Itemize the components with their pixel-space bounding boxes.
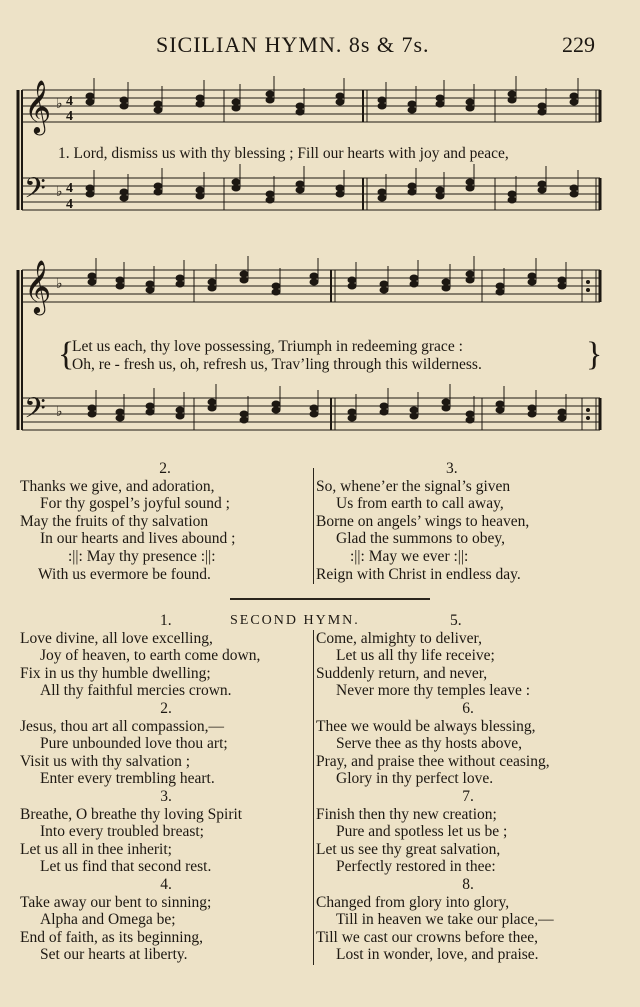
notehead <box>436 187 444 193</box>
verse-line: May the fruits of thy salvation <box>20 512 209 530</box>
lyric-line-1: 1. Lord, dismiss us with thy blessing ; Fill our hearts with joy and peace, <box>58 145 509 162</box>
verse-line: Borne on angels’ wings to heaven, <box>316 512 530 530</box>
verse-line: Enter every trembling heart. <box>40 770 215 788</box>
notehead <box>410 413 418 419</box>
notehead <box>272 289 280 295</box>
svg-text:4: 4 <box>66 197 73 212</box>
notehead <box>570 191 578 197</box>
time-sig-top: 4 <box>66 94 73 109</box>
notehead <box>120 189 128 195</box>
verse-line: Never more thy temples leave : <box>336 682 531 700</box>
notehead <box>436 101 444 107</box>
verse-line: Love divine, all love excelling, <box>20 629 213 647</box>
notehead <box>410 281 418 287</box>
notehead <box>496 283 504 289</box>
notehead <box>436 95 444 101</box>
verse-line: Till we cast our crowns before thee, <box>316 928 538 946</box>
notehead <box>538 181 546 187</box>
notehead <box>528 279 536 285</box>
notehead <box>508 91 516 97</box>
verse-number: 2. <box>160 699 172 717</box>
notehead <box>296 187 304 193</box>
verse-line: Fix in us thy humble dwelling; <box>20 664 211 682</box>
notehead <box>176 281 184 287</box>
notehead <box>154 189 162 195</box>
notehead <box>570 185 578 191</box>
verse-number: 8. <box>462 875 474 893</box>
notehead <box>232 185 240 191</box>
notehead <box>208 285 216 291</box>
verse-line: Set our hearts at liberty. <box>40 946 188 964</box>
notehead <box>296 103 304 109</box>
verse-number: 3. <box>160 787 172 805</box>
verse-number: 7. <box>462 787 474 805</box>
notehead <box>86 93 94 99</box>
notehead <box>88 405 96 411</box>
verse-line: With us evermore be found. <box>38 565 211 583</box>
notehead <box>296 109 304 115</box>
notehead <box>240 417 248 423</box>
notehead <box>240 271 248 277</box>
lyric-line-2b: Oh, re - fresh us, oh, refresh us, Trav’ling through this wilderness. <box>72 356 482 373</box>
verse-3 <box>316 460 616 583</box>
notehead <box>538 103 546 109</box>
verse-line: Changed from glory into glory, <box>316 893 510 911</box>
verse-line: Perfectly restored in thee: <box>336 858 496 876</box>
svg-text:♭: ♭ <box>56 276 63 292</box>
notehead <box>466 417 474 423</box>
verse-line: All thy faithful mercies crown. <box>40 682 232 700</box>
notehead <box>466 179 474 185</box>
notehead <box>240 277 248 283</box>
page-header <box>0 30 640 66</box>
verse-line: Breathe, O breathe thy loving Spirit <box>20 805 243 823</box>
verse-line: In our hearts and lives abound ; <box>40 530 236 548</box>
verse-line: For thy gospel’s joyful sound ; <box>40 495 230 513</box>
notehead <box>380 281 388 287</box>
notehead <box>116 415 124 421</box>
notehead <box>266 191 274 197</box>
notehead <box>336 93 344 99</box>
notehead <box>146 409 154 415</box>
notehead <box>408 101 416 107</box>
notehead <box>378 97 386 103</box>
svg-text:{: { <box>58 336 75 373</box>
notehead <box>466 185 474 191</box>
notehead <box>176 275 184 281</box>
notehead <box>466 271 474 277</box>
verse-number: 6. <box>462 699 474 717</box>
notehead <box>208 279 216 285</box>
verse-line: Suddenly return, and never, <box>316 664 488 682</box>
notehead <box>88 411 96 417</box>
notehead <box>154 107 162 113</box>
notehead <box>408 183 416 189</box>
verse-line: Alpha and Omega be; <box>40 911 176 929</box>
verse-line: Let us all thy life receive; <box>336 647 495 665</box>
column-divider <box>313 468 314 584</box>
hymn2-left-column <box>20 612 360 964</box>
notehead <box>196 193 204 199</box>
notehead <box>528 411 536 417</box>
notehead <box>196 95 204 101</box>
notehead <box>146 287 154 293</box>
notehead <box>232 105 240 111</box>
notehead <box>380 403 388 409</box>
svg-text:♭: ♭ <box>56 184 63 200</box>
notehead <box>442 405 450 411</box>
notehead <box>442 285 450 291</box>
notehead <box>272 401 280 407</box>
verse-number: 3. <box>446 460 458 477</box>
verse-line: Let us find that second rest. <box>40 858 212 876</box>
notehead <box>120 195 128 201</box>
verse-line: Reign with Christ in endless day. <box>316 565 521 583</box>
notehead <box>408 107 416 113</box>
notehead <box>310 405 318 411</box>
verse-line: Into every troubled breast; <box>40 823 204 841</box>
notehead <box>266 97 274 103</box>
notehead <box>86 99 94 105</box>
time-sig-bottom: 4 <box>66 109 73 124</box>
notehead <box>196 187 204 193</box>
hymn2-heading-row <box>20 612 360 630</box>
hymn2-right-column <box>316 612 620 964</box>
verse-line: Come, almighty to deliver, <box>316 629 482 647</box>
notehead <box>296 181 304 187</box>
verse-line: Take away our bent to sinning; <box>20 893 212 911</box>
notehead <box>116 277 124 283</box>
hymn-title: SICILIAN HYMN. 8s & 7s. <box>156 32 430 57</box>
notehead <box>570 99 578 105</box>
notehead <box>538 187 546 193</box>
notehead <box>176 407 184 413</box>
music-system-1 <box>0 70 640 235</box>
notehead <box>508 97 516 103</box>
svg-text:𝄢: 𝄢 <box>24 392 46 432</box>
notehead <box>154 183 162 189</box>
notehead <box>410 275 418 281</box>
notehead <box>570 93 578 99</box>
notehead <box>538 109 546 115</box>
verse-line: End of faith, as its beginning, <box>20 928 203 946</box>
verse-line: Pure and spotless let us be ; <box>336 823 508 841</box>
notehead <box>436 193 444 199</box>
notehead <box>442 279 450 285</box>
verse-line: Serve thee as thy hosts above, <box>336 735 522 753</box>
notehead <box>558 283 566 289</box>
notehead <box>232 179 240 185</box>
verse-line: Thee we would be always blessing, <box>316 717 536 735</box>
notehead <box>176 413 184 419</box>
notehead <box>508 197 516 203</box>
notehead <box>310 279 318 285</box>
notehead <box>496 289 504 295</box>
notehead <box>528 273 536 279</box>
notehead <box>232 99 240 105</box>
notehead <box>378 103 386 109</box>
notehead <box>336 191 344 197</box>
notehead <box>466 99 474 105</box>
notehead <box>348 283 356 289</box>
notehead <box>146 403 154 409</box>
verse-line: Till in heaven we take our place,— <box>336 911 554 929</box>
notehead <box>272 283 280 289</box>
lyric-line-2a: Let us each, thy love possessing, Triumph in redeeming grace : <box>72 338 463 355</box>
svg-text:4: 4 <box>66 181 73 196</box>
notehead <box>408 189 416 195</box>
svg-text:♭: ♭ <box>56 404 63 420</box>
notehead <box>240 411 248 417</box>
notehead <box>348 277 356 283</box>
notehead <box>86 185 94 191</box>
notehead <box>508 191 516 197</box>
notehead <box>558 277 566 283</box>
notehead <box>466 411 474 417</box>
notehead <box>146 281 154 287</box>
verse-line: Thanks we give, and adoration, <box>20 477 215 495</box>
notehead <box>196 101 204 107</box>
verse-line: Glory in thy perfect love. <box>336 770 494 788</box>
notehead <box>116 283 124 289</box>
svg-text:♭: ♭ <box>56 96 63 112</box>
notehead <box>310 273 318 279</box>
notehead <box>336 99 344 105</box>
notehead <box>120 97 128 103</box>
notehead <box>310 411 318 417</box>
notehead <box>442 399 450 405</box>
verse-2 <box>20 460 310 583</box>
notehead <box>348 409 356 415</box>
verse-line: :||: May we ever :||: <box>350 547 469 565</box>
notehead <box>466 105 474 111</box>
svg-text:𝄞: 𝄞 <box>24 79 52 133</box>
notehead <box>380 287 388 293</box>
notehead <box>336 185 344 191</box>
notehead <box>348 415 356 421</box>
verse-line: Glad the summons to obey, <box>336 530 506 548</box>
notehead <box>528 405 536 411</box>
verse-line: Pure unbounded love thou art; <box>40 735 228 753</box>
verse-line: Visit us with thy salvation ; <box>20 752 191 770</box>
notehead <box>380 409 388 415</box>
notehead <box>86 191 94 197</box>
verse-number: 1. <box>160 612 172 629</box>
verse-line: Joy of heaven, to earth come down, <box>40 647 261 665</box>
notehead <box>496 401 504 407</box>
verse-line: Pray, and praise thee without ceasing, <box>316 752 550 770</box>
notehead <box>208 399 216 405</box>
notehead <box>208 405 216 411</box>
music-system-2 <box>0 250 640 460</box>
notehead <box>88 279 96 285</box>
notehead <box>272 407 280 413</box>
svg-text:𝄞: 𝄞 <box>24 259 52 313</box>
notehead <box>558 415 566 421</box>
verse-line: :||: May thy presence :||: <box>68 547 216 565</box>
notehead <box>378 189 386 195</box>
section-rule <box>230 598 430 600</box>
verse-line: So, whene’er the signal’s given <box>316 477 511 495</box>
notehead <box>496 407 504 413</box>
verse-line: Jesus, thou art all compassion,— <box>20 717 225 735</box>
notehead <box>88 273 96 279</box>
page-number: 229 <box>562 32 595 57</box>
svg-text:}: } <box>586 336 603 373</box>
verse-line: Us from earth to call away, <box>336 495 504 513</box>
verse-number: 2. <box>159 460 171 477</box>
notehead <box>116 409 124 415</box>
notehead <box>410 407 418 413</box>
verse-line: Finish then thy new creation; <box>316 805 497 823</box>
notehead <box>378 195 386 201</box>
verse-number: 4. <box>160 875 172 893</box>
notehead <box>466 277 474 283</box>
notehead <box>154 101 162 107</box>
notehead <box>558 409 566 415</box>
verse-line: Let us all in thee inherit; <box>20 840 172 858</box>
verse-line: Let us see thy great salvation, <box>316 840 501 858</box>
svg-text:𝄢: 𝄢 <box>24 172 46 212</box>
verse-number: 5. <box>450 612 462 629</box>
notehead <box>120 103 128 109</box>
column-divider-2 <box>313 630 314 965</box>
notehead <box>266 91 274 97</box>
hymn2-heading: SECOND HYMN. <box>230 613 360 628</box>
notehead <box>266 197 274 203</box>
verse-line: Lost in wonder, love, and praise. <box>336 946 539 964</box>
